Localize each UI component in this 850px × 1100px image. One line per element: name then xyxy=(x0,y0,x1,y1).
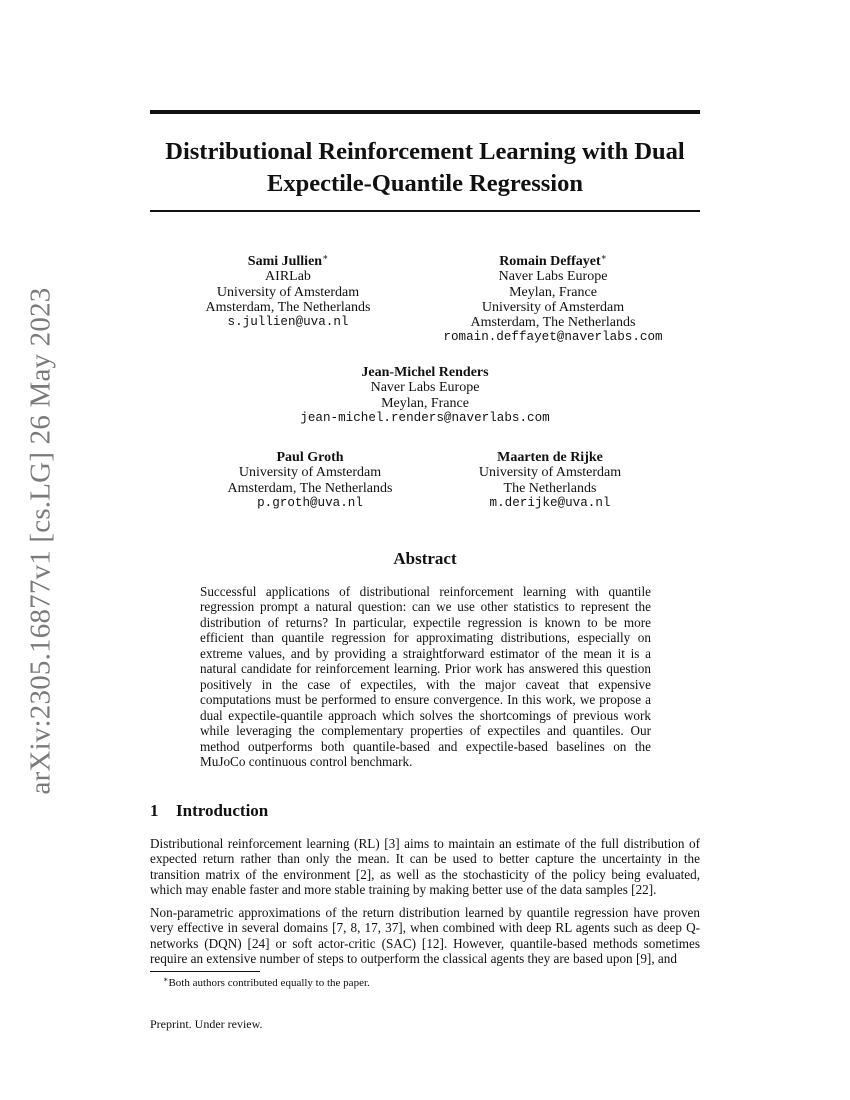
author-mark: ∗ xyxy=(600,252,607,262)
arxiv-stamp-text: arXiv:2305.16877v1 [cs.LG] 26 May 2023 xyxy=(24,287,57,795)
author-affiliation: The Netherlands xyxy=(503,480,597,496)
author-affiliation: Amsterdam, The Netherlands xyxy=(205,299,371,315)
author-block-derijke xyxy=(450,450,650,511)
preprint-note: Preprint. Under review. xyxy=(150,1017,263,1031)
intro-paragraph-2: Non-parametric approximations of the return distribution learned by quantile regression have proven very effective in several domains [7, 8, 17, 37], when combined with deep RL agents such as deep Q-networks (DQN) [24] or soft actor-critic (SAC) [12]. However, quantile-based methods sometimes require an extensive number of steps to outperform the classical agents they are based upon [9], and xyxy=(150,905,700,967)
intro-paragraph-1: Distributional reinforcement learning (RL) [3] aims to maintain an estimate of the full distribution of expected return rather than only the mean. It can be used to better capture the uncertainty in the transition matrix of the environment [2], as well as the stochasticity of the policy being evaluated, which may enable faster and more stable training by making better use of the data samples [22]. xyxy=(150,836,700,898)
title-top-rule xyxy=(150,110,700,114)
author-affiliation: Naver Labs Europe xyxy=(370,380,480,396)
author-affiliation: Meylan, France xyxy=(381,395,469,411)
author-email[interactable]: m.derijke@uva.nl xyxy=(489,495,611,510)
author-name: Maarten de Rijke xyxy=(497,450,603,465)
abstract-text: Successful applications of distributional reinforcement learning with quantile regression prompt a natural question: can we use other statistics to represent the distribution of returns? In particular, expectile regression is known to be more efficient than quantile regression for approximating distributions, especially on extreme values, and by providing a straightforward estimator of the mean it is a natural candidate for reinforcement learning. Prior work has answered this question positively in the case of expectiles, with the major caveat that expensive computations must be performed to ensure convergence. In this work, we propose a dual expectile-quantile approach which solves the shortcomings of previous work while leveraging the complementary properties of expectiles and quantiles. Our method outperforms both quantile-based and expectile-based baselines on the MuJoCo continuous control benchmark. xyxy=(200,584,651,769)
title-bottom-rule xyxy=(150,210,700,212)
author-affiliation: University of Amsterdam xyxy=(238,465,382,481)
author-email[interactable]: p.groth@uva.nl xyxy=(257,495,363,510)
title-line-1: Distributional Reinforcement Learning with Dual xyxy=(165,138,685,165)
author-affiliation: Naver Labs Europe xyxy=(498,269,608,285)
author-affiliation: University of Amsterdam xyxy=(216,284,360,300)
author-name: Jean-Michel Renders xyxy=(361,365,489,380)
footnote-rule xyxy=(150,971,260,972)
author-affiliation: University of Amsterdam xyxy=(481,299,625,315)
author-email[interactable]: romain.deffayet@naverlabs.com xyxy=(443,330,663,345)
author-name: Romain Deffayet xyxy=(499,254,601,269)
paper-title xyxy=(150,136,700,200)
footnote-mark: ∗ xyxy=(163,975,169,984)
abstract-heading: Abstract xyxy=(393,549,457,568)
footnote-text: Both authors contributed equally to the paper. xyxy=(168,977,370,989)
author-mark: ∗ xyxy=(322,252,329,262)
title-line-2: Expectile-Quantile Regression xyxy=(267,170,583,197)
author-affiliation: University of Amsterdam xyxy=(478,465,622,481)
footnote xyxy=(163,975,370,989)
author-name: Paul Groth xyxy=(276,450,344,465)
author-name: Sami Jullien xyxy=(247,254,323,269)
author-affiliation: Amsterdam, The Netherlands xyxy=(227,480,393,496)
author-affiliation: Meylan, France xyxy=(509,284,597,300)
author-block-renders xyxy=(275,365,575,426)
section-number: 1 xyxy=(150,801,159,820)
author-block-jullien xyxy=(188,250,388,330)
author-email[interactable]: s.jullien@uva.nl xyxy=(227,315,349,330)
author-email[interactable]: jean-michel.renders@naverlabs.com xyxy=(300,410,550,425)
author-block-groth xyxy=(210,450,410,511)
section-title: Introduction xyxy=(176,801,269,820)
author-affiliation: Amsterdam, The Netherlands xyxy=(470,315,636,331)
section-heading xyxy=(150,801,268,821)
author-affiliation: AIRLab xyxy=(265,269,311,285)
author-block-deffayet xyxy=(418,250,688,346)
